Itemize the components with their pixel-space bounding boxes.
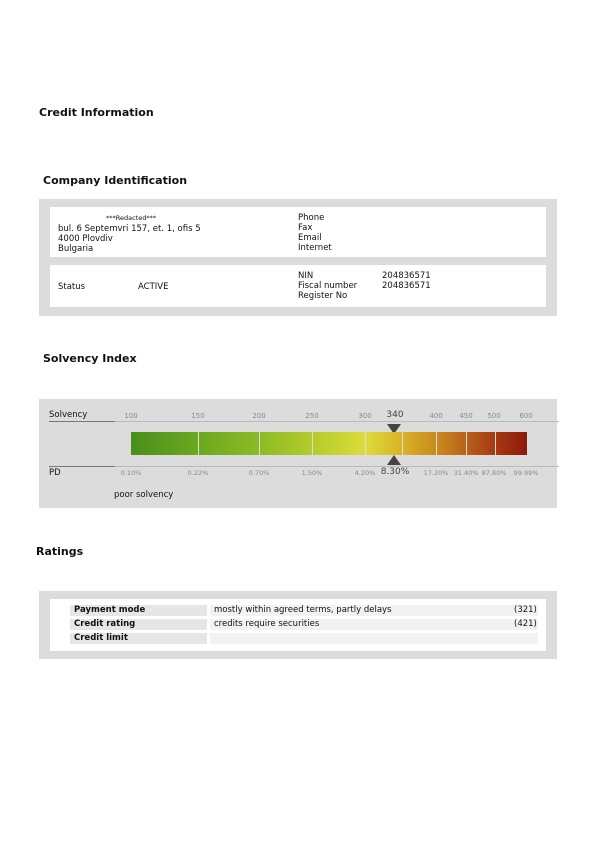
company-name: ***Redacted*** (106, 214, 157, 222)
company-status-card (50, 265, 546, 307)
address-line-2: 4000 Plovdiv (58, 234, 113, 244)
pd-pointer-up-icon (387, 455, 401, 465)
scale-tick: 100 (124, 412, 138, 420)
ratings-panel (39, 591, 557, 659)
current-score: 340 (386, 410, 404, 420)
scale-tick: 150 (191, 412, 205, 420)
gradient-segment (199, 432, 259, 455)
credit-information-heading: Credit Information (39, 106, 154, 119)
pd-tick: 1.50% (301, 469, 323, 477)
fiscal-number-value: 204836571 (382, 281, 431, 291)
solvency-index-panel (39, 399, 557, 508)
payment-mode-code: (321) (514, 605, 537, 615)
credit-rating-code: (421) (514, 619, 537, 629)
payment-mode-label: Payment mode (70, 605, 207, 616)
solvency-top-line (49, 421, 115, 422)
pd-tick: 31.40% (453, 469, 479, 477)
solvency-index-heading: Solvency Index (43, 352, 137, 365)
company-identification-heading: Company Identification (43, 174, 188, 187)
solvency-scale-line (115, 421, 559, 422)
scale-tick: 600 (519, 412, 533, 420)
status-value: ACTIVE (138, 282, 169, 292)
scale-tick: 500 (487, 412, 501, 420)
gradient-segment (403, 432, 436, 455)
pd-tick: 17.20% (423, 469, 449, 477)
company-address-card (50, 207, 546, 257)
email-label: Email (298, 233, 322, 243)
address-line-1: bul. 6 Septemvri 157, et. 1, ofis 5 (58, 224, 201, 234)
scale-tick: 450 (459, 412, 473, 420)
scale-tick: 300 (358, 412, 372, 420)
gradient-segment (366, 432, 402, 455)
company-identification-panel (39, 199, 557, 316)
phone-label: Phone (298, 213, 325, 223)
register-no-label: Register No (298, 291, 348, 301)
gradient-segment (496, 432, 527, 455)
credit-limit-value (210, 633, 538, 644)
nin-value: 204836571 (382, 271, 431, 281)
solvency-gradient-bar (131, 432, 527, 455)
status-label: Status (58, 282, 86, 292)
solvency-verdict: poor solvency (114, 490, 174, 500)
fiscal-number-label: Fiscal number (298, 281, 358, 291)
solvency-label: Solvency (49, 410, 88, 420)
ratings-heading: Ratings (36, 545, 84, 558)
current-pd: 8.30% (380, 467, 410, 477)
address-country: Bulgaria (58, 244, 94, 254)
ratings-card (50, 599, 546, 651)
nin-label: NIN (298, 271, 314, 281)
payment-mode-value: mostly within agreed terms, partly delays (210, 605, 538, 616)
gradient-segment (131, 432, 198, 455)
credit-limit-label: Credit limit (70, 633, 207, 644)
pd-tick: 0.10% (120, 469, 142, 477)
pd-line-left (49, 466, 115, 467)
gradient-segment (467, 432, 495, 455)
gradient-segment (313, 432, 365, 455)
pd-tick: 87.80% (481, 469, 507, 477)
scale-tick: 200 (252, 412, 266, 420)
pd-scale-line (115, 466, 559, 467)
pd-tick: 99.99% (513, 469, 539, 477)
scale-tick: 400 (429, 412, 443, 420)
internet-label: Internet (298, 243, 332, 253)
scale-tick: 250 (305, 412, 319, 420)
fax-label: Fax (298, 223, 313, 233)
gradient-segment (437, 432, 466, 455)
gradient-segment (260, 432, 312, 455)
pd-tick: 0.70% (248, 469, 270, 477)
pd-label: PD (49, 468, 61, 478)
credit-rating-value: credits require securities (210, 619, 538, 630)
pd-tick: 0.22% (187, 469, 209, 477)
credit-rating-label: Credit rating (70, 619, 207, 630)
pd-tick: 4.20% (354, 469, 376, 477)
